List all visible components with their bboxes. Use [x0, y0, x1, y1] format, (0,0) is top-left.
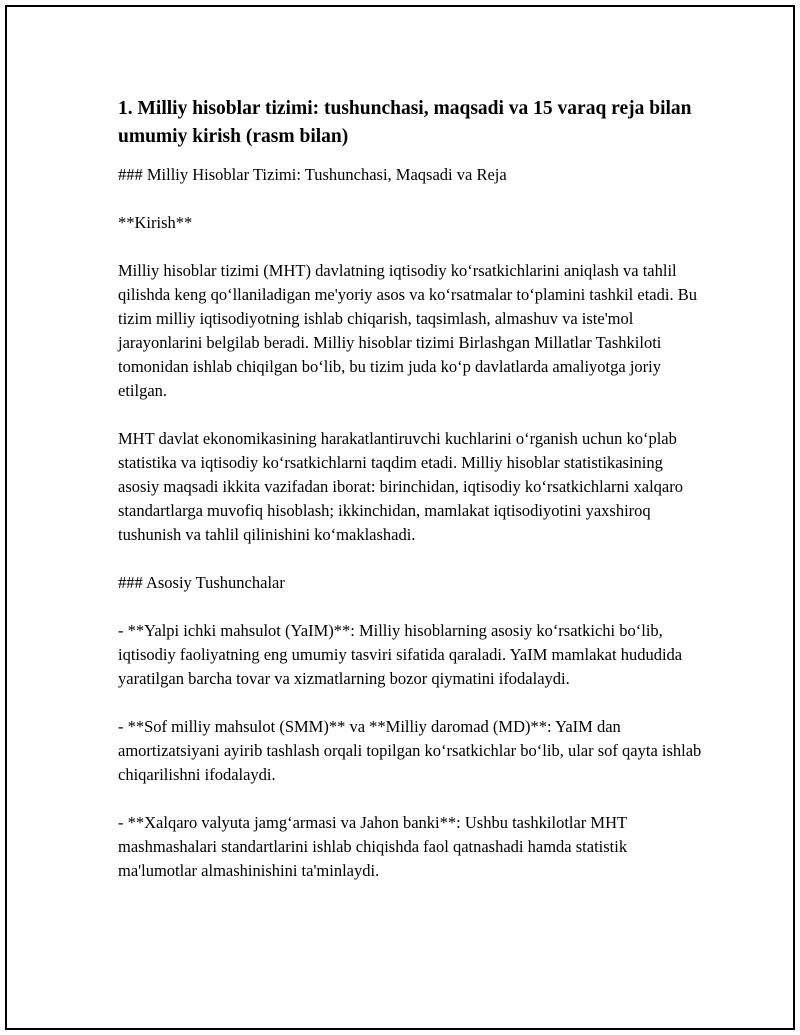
document-body [118, 95, 703, 907]
section-heading: ### Milliy Hisoblar Tizimi: Tushunchasi, Maqsadi va Reja [118, 165, 507, 184]
purpose-paragraph: MHT davlat ekonomikasining harakatlantiruvchi kuchlarini o‘rganish uchun ko‘plab statistika va iqtisodiy ko‘rsatkichlarni taqdim etadi. Milliy hisoblar statistikasining asosiy maqsadi ikkita vazifadan iborat: birinchidan, iqtisodiy ko‘rsatkichlarni xalqaro standartlarga muvofiq hisoblash; ikkinchidan, mamlakat iqtisodiyotini yaxshiroq tushunish va tahlil qilinishini ko‘maklashadi. [118, 429, 683, 544]
list-item-imf-worldbank: - **Xalqaro valyuta jamg‘armasi va Jahon banki**: Ushbu tashkilotlar MHT mashmashalari standartlarini ishlab chiqishda faol qatnashadi hamda statistik ma'lumotlar almashinishini ta'minlaydi. [118, 813, 628, 880]
intro-paragraph: Milliy hisoblar tizimi (MHT) davlatning iqtisodiy ko‘rsatkichlarini aniqlash va tahlil qilishda keng qo‘llaniladigan me'yoriy asos va ko‘rsatmalar to‘plamini tashkil etadi. Bu tizim milliy iqtisodiyotning ishlab chiqarish, taqsimlash, almashuv va iste'mol jarayonlarini belgilab beradi. Milliy hisoblar tizimi Birlashgan Millatlar Tashkiloti tomonidan ishlab chiqilgan bo‘lib, bu tizim juda ko‘p davlatlarda amaliyotga joriy etilgan. [118, 261, 697, 400]
list-item-gdp: - **Yalpi ichki mahsulot (YaIM)**: Milliy hisoblarning asosiy ko‘rsatkichi bo‘lib, iqtisodiy faoliyatning eng umumiy tasviri sifatida qaraladi. YaIM mamlakat hududida yaratilgan barcha tovar va xizmatlarning bozor qiymatini ifodalaydi. [118, 621, 683, 688]
concepts-heading: ### Asosiy Tushunchalar [118, 573, 285, 592]
document-title: 1. Milliy hisoblar tizimi: tushunchasi, maqsadi va 15 varaq reja bilan umumiy kirish (rasm bilan) [118, 98, 692, 147]
intro-heading: **Kirish** [118, 213, 193, 232]
list-item-net-product: - **Sof milliy mahsulot (SMM)** va **Milliy daromad (MD)**: YaIM dan amortizatsiyani ayirib tashlash orqali topilgan ko‘rsatkichlar bo‘lib, ular sof qayta ishlab chiqarilishni ifodalaydi. [118, 717, 702, 784]
